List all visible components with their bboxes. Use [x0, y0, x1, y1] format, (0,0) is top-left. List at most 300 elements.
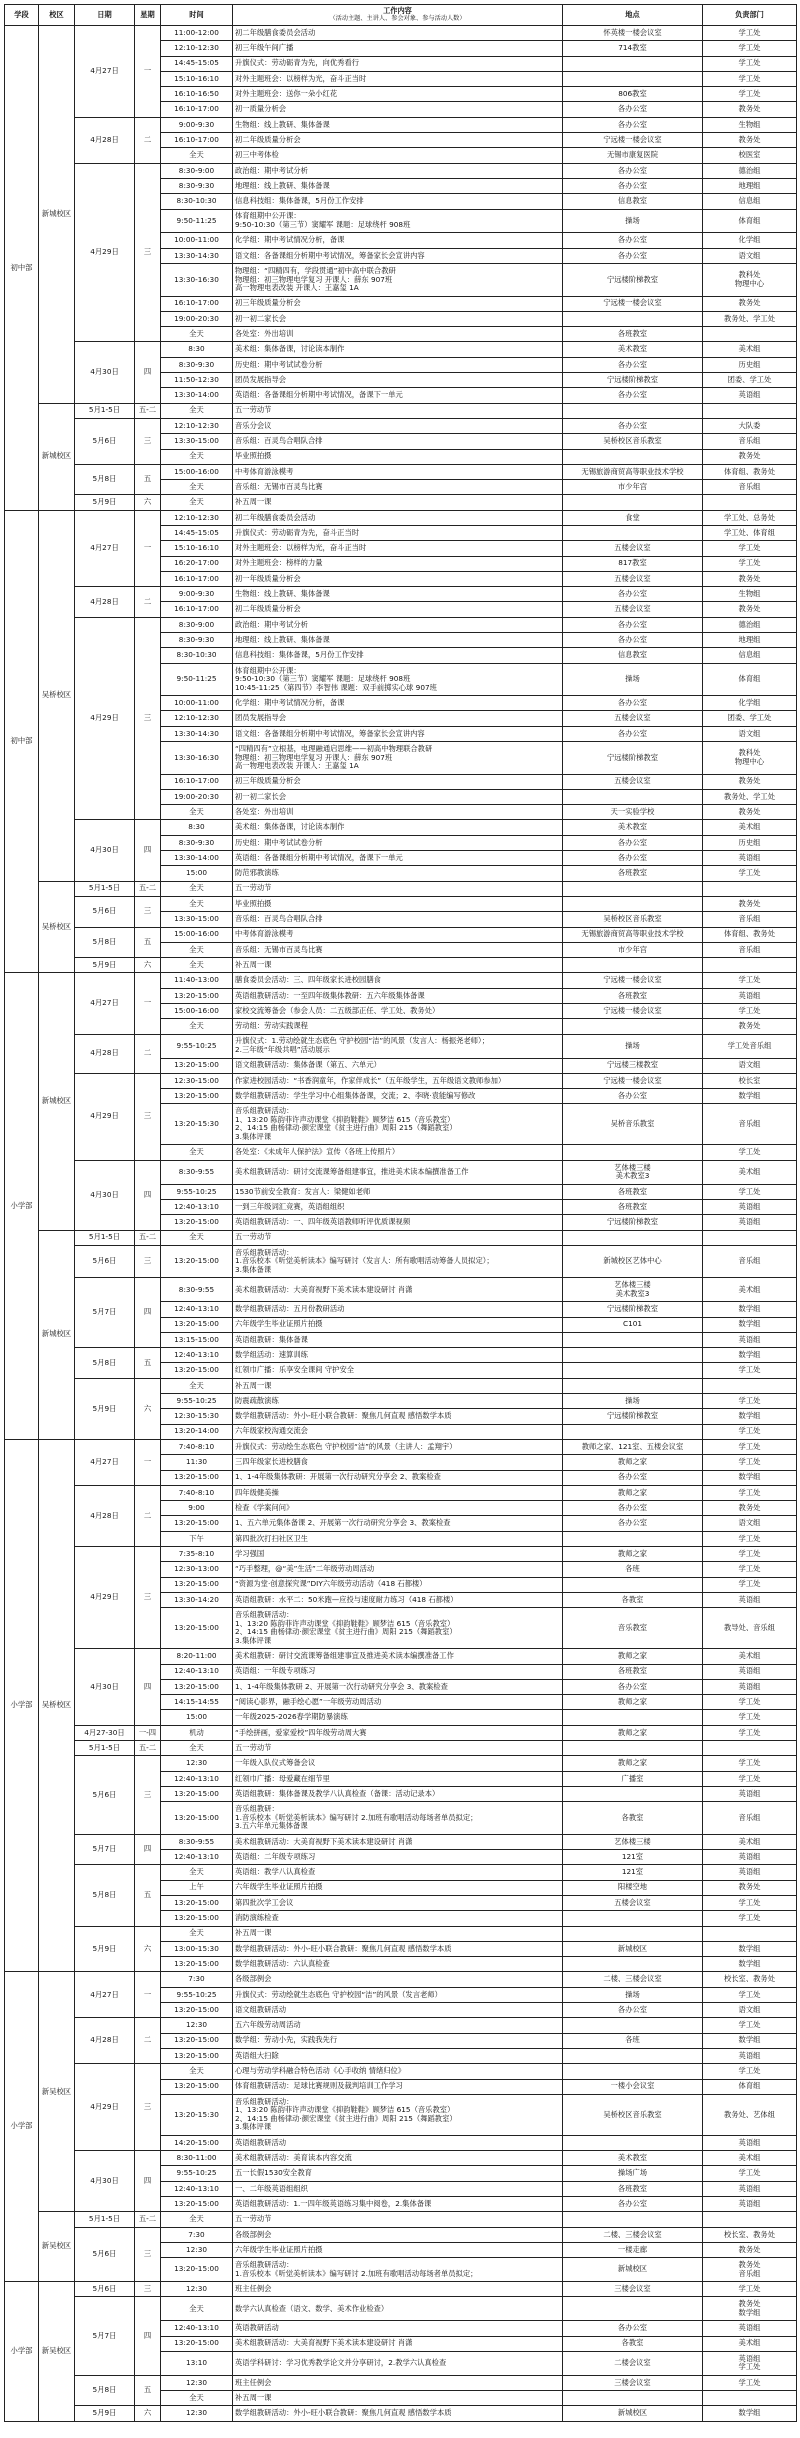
content-cell: 英语组教研活动：一至四年级集体教研：五六年级集体备课	[233, 988, 563, 1003]
weekday-cell: 三	[135, 2227, 161, 2281]
time-cell: 7:35-8:10	[161, 1547, 233, 1562]
time-cell: 13:20-15:00	[161, 1245, 233, 1278]
place-cell	[563, 1019, 703, 1034]
time-cell: 12:10-12:30	[161, 41, 233, 56]
content-cell: 英语组：二年级专项练习	[233, 1850, 563, 1865]
place-cell: 各办公室	[563, 617, 703, 632]
weekday-cell: 二	[135, 587, 161, 618]
table-row	[5, 2375, 797, 2390]
content-cell: 地理组：线上教研、集体备课	[233, 633, 563, 648]
content-cell: 一年级2025-2026春学期防暴演练	[233, 1710, 563, 1725]
time-cell: 全天	[161, 1230, 233, 1245]
table-row	[5, 2282, 797, 2297]
time-cell: 9:55-10:25	[161, 1184, 233, 1199]
place-cell	[563, 2018, 703, 2033]
time-cell: 12:30	[161, 2406, 233, 2421]
time-cell: 12:40-13:10	[161, 1302, 233, 1317]
date-cell: 4月29日	[75, 163, 135, 342]
time-cell: 13:20-15:00	[161, 1516, 233, 1531]
place-cell: C101	[563, 1317, 703, 1332]
time-cell: 全天	[161, 403, 233, 418]
time-cell: 9:55-10:25	[161, 1034, 233, 1058]
content-cell: 英语学科研讨：学习优秀教学论文并分享研讨，2.教学六认真检查	[233, 2351, 563, 2375]
owner-cell: 学工处	[703, 1531, 797, 1546]
table-row	[5, 587, 797, 602]
content-cell: 音乐分会议	[233, 418, 563, 433]
owner-cell: 英语组	[703, 2321, 797, 2336]
place-cell: 三楼会议室	[563, 2375, 703, 2390]
owner-cell: 教务处	[703, 296, 797, 311]
place-cell	[563, 2135, 703, 2150]
place-cell: 二楼会议室	[563, 2351, 703, 2375]
owner-cell: 学工处	[703, 866, 797, 881]
header-date: 日期	[75, 5, 135, 26]
date-cell: 4月27日	[75, 973, 135, 1034]
table-row	[5, 1378, 797, 1393]
owner-cell: 学工处	[703, 1911, 797, 1926]
dept-cell: 小学部	[5, 973, 39, 1440]
table-row	[5, 1756, 797, 1771]
time-cell: 8:30-9:30	[161, 835, 233, 850]
place-cell: 教师之家	[563, 1695, 703, 1710]
owner-cell: 学工处	[703, 1547, 797, 1562]
owner-cell: 学工处	[703, 1725, 797, 1740]
place-cell: 艺体楼三楼 美术教室3	[563, 1160, 703, 1184]
time-cell: 全天	[161, 148, 233, 163]
campus-cell: 吴桥校区	[39, 510, 75, 881]
place-cell: 五楼会议室	[563, 774, 703, 789]
time-cell: 全天	[161, 1145, 233, 1160]
time-cell: 9:55-10:25	[161, 1987, 233, 2002]
time-cell: 11:40-13:00	[161, 973, 233, 988]
place-cell: 宁远楼阶梯教室	[563, 373, 703, 388]
owner-cell: 数学组	[703, 1317, 797, 1332]
place-cell: 五楼会议室	[563, 1895, 703, 1910]
time-cell: 13:20-15:00	[161, 2048, 233, 2063]
content-cell: 英语组教研活动：1.一四年级英语练习集中阅卷，2.集体备课	[233, 2197, 563, 2212]
table-row	[5, 958, 797, 973]
date-cell: 5月1-5日	[75, 1230, 135, 1245]
owner-cell	[703, 495, 797, 510]
owner-cell: 团委、学工处	[703, 373, 797, 388]
place-cell: 五楼会议室	[563, 602, 703, 617]
place-cell	[563, 1957, 703, 1972]
owner-cell: 学工处	[703, 2064, 797, 2079]
place-cell: 各办公室	[563, 851, 703, 866]
content-cell: 中考体育游泳模考	[233, 927, 563, 942]
content-cell: 膳食委员会活动：三、四年级家长进校园膳食	[233, 973, 563, 988]
content-cell: 劳动组：劳动实践课程	[233, 1019, 563, 1034]
time-cell: 8:30-10:30	[161, 648, 233, 663]
content-cell: “巧手整理，@“美”生活”二年级劳动周活动	[233, 1562, 563, 1577]
content-cell: 1、1-4年级集体教研：开展第一次行动研究分享会 2、教案检查	[233, 1470, 563, 1485]
weekday-cell: 四	[135, 1649, 161, 1725]
time-cell: 9:50-11:25	[161, 663, 233, 696]
table-row	[5, 464, 797, 479]
place-cell: 121室	[563, 1850, 703, 1865]
place-cell: 宁远楼一楼会议室	[563, 973, 703, 988]
table-row	[5, 1834, 797, 1849]
time-cell: 8:30-9:30	[161, 178, 233, 193]
owner-cell: 教务处	[703, 102, 797, 117]
content-cell: 初二年级质量分析会	[233, 133, 563, 148]
table-row	[5, 1926, 797, 1941]
place-cell: 信息教室	[563, 194, 703, 209]
owner-cell: 教务处 音乐组	[703, 2258, 797, 2282]
place-cell	[563, 526, 703, 541]
weekday-cell: 二	[135, 1034, 161, 1073]
place-cell: 各教室	[563, 1802, 703, 1835]
place-cell: 各班教室	[563, 327, 703, 342]
time-cell: 16:10-17:00	[161, 774, 233, 789]
time-cell: 12:10-12:30	[161, 711, 233, 726]
table-row	[5, 2018, 797, 2033]
place-cell: 操场	[563, 1987, 703, 2002]
owner-cell: 英语组	[703, 1786, 797, 1801]
place-cell: 三楼会议室	[563, 2282, 703, 2297]
place-cell: 市少年宫	[563, 942, 703, 957]
place-cell: 新城校区	[563, 2258, 703, 2282]
content-cell: 音乐组教研活动： 1.音乐校本《听觉美析读本》编写研讨 2.加班有歌唱活动每场者单员拟定；	[233, 2258, 563, 2282]
time-cell: 全天	[161, 2212, 233, 2227]
owner-cell: 英语组	[703, 2197, 797, 2212]
owner-cell: 英语组	[703, 2048, 797, 2063]
place-cell	[563, 2212, 703, 2227]
time-cell: 15:00-16:00	[161, 464, 233, 479]
weekday-cell: 四	[135, 1278, 161, 1348]
owner-cell: 英语组	[703, 1199, 797, 1214]
time-cell: 全天	[161, 1741, 233, 1756]
place-cell: 各班	[563, 1562, 703, 1577]
place-cell: 各办公室	[563, 1501, 703, 1516]
owner-cell: 教务处	[703, 1501, 797, 1516]
owner-cell	[703, 1378, 797, 1393]
time-cell: 13:20-15:00	[161, 2079, 233, 2094]
content-cell: 初二年级膳食委员会活动	[233, 510, 563, 525]
time-cell: 16:10-16:50	[161, 87, 233, 102]
time-cell: 13:20-15:00	[161, 2003, 233, 2018]
place-cell: 宁远楼阶梯教室	[563, 1302, 703, 1317]
table-row	[5, 1649, 797, 1664]
table-row	[5, 1547, 797, 1562]
table-row	[5, 117, 797, 132]
time-cell: 12:30	[161, 2282, 233, 2297]
place-cell: 广播室	[563, 1771, 703, 1786]
weekday-cell: 一	[135, 1972, 161, 2018]
owner-cell: 学工处	[703, 2375, 797, 2390]
owner-cell: 语文组	[703, 726, 797, 741]
owner-cell: 学工处	[703, 1695, 797, 1710]
content-cell: 音乐组教研活动： 1、13:20 陈韵菲许声动课堂《抑韵鞋鞋》顾梦洁 615（音乐教室） 2、14:15 曲杨律动·颜宏课堂《贫主进行曲》周阳 215（舞蹈教室） 3.集体评课	[233, 2094, 563, 2135]
weekday-cell: 五	[135, 2375, 161, 2406]
content-cell: 英语组：一年级专项练习	[233, 1664, 563, 1679]
content-cell: 数学组：劳动小先，实践我先行	[233, 2033, 563, 2048]
time-cell: 10:00-11:00	[161, 233, 233, 248]
place-cell: 怀英楼一楼会议室	[563, 26, 703, 41]
content-cell: 语文组教研活动：集体备课（第五、六单元）	[233, 1058, 563, 1073]
date-cell: 4月29日	[75, 2064, 135, 2151]
owner-cell: 德治组	[703, 617, 797, 632]
owner-cell: 美术组	[703, 1160, 797, 1184]
content-cell: 语文组教研活动	[233, 2003, 563, 2018]
place-cell	[563, 958, 703, 973]
header-dept: 学段	[5, 5, 39, 26]
content-cell: 美术组教研：研讨交流课筹备组建事宜及推进美术读本编撰准备工作	[233, 1649, 563, 1664]
weekday-cell: 三	[135, 1245, 161, 1278]
place-cell: 吴桥校区音乐教室	[563, 912, 703, 927]
owner-cell: 学工处	[703, 541, 797, 556]
content-cell: “资源为堂·创意探究课”DIY六年级劳动活动（418 石都楼）	[233, 1577, 563, 1592]
table-row	[5, 403, 797, 418]
owner-cell: 生物组	[703, 117, 797, 132]
time-cell: 15:00	[161, 866, 233, 881]
content-cell: 一年级入队仪式筹备会议	[233, 1756, 563, 1771]
owner-cell	[703, 327, 797, 342]
owner-cell: 美术组	[703, 1834, 797, 1849]
time-cell: 13:20-15:00	[161, 1608, 233, 1649]
content-cell: “阅读心影界，融手绘心愿”一年级劳动周活动	[233, 1695, 563, 1710]
owner-cell: 英语组	[703, 1592, 797, 1607]
date-cell: 5月8日	[75, 1348, 135, 1379]
content-cell: 音乐组：百灵鸟合唱队合排	[233, 912, 563, 927]
time-cell: 13:20-15:00	[161, 1215, 233, 1230]
campus-cell: 吴桥校区	[39, 1439, 75, 1972]
place-cell: 新城校区	[563, 2406, 703, 2421]
place-cell	[563, 1741, 703, 1756]
time-cell: 上午	[161, 1880, 233, 1895]
time-cell: 12:40-13:10	[161, 2181, 233, 2196]
place-cell: 天一实验学校	[563, 805, 703, 820]
content-cell: 三四年级家长进校膳食	[233, 1455, 563, 1470]
table-row	[5, 973, 797, 988]
content-cell: 美术组教研活动：美育读本内容交流	[233, 2151, 563, 2166]
time-cell: 13:20-15:00	[161, 1802, 233, 1835]
place-cell	[563, 1577, 703, 1592]
place-cell: 信息教室	[563, 648, 703, 663]
content-cell: 英语组教研：水平二：50米跑—应投与速度耐力练习（418 石都楼）	[233, 1592, 563, 1607]
content-cell: 1、五六单元集体备课 2、开展第一次行动研究分享会 3、教案检查	[233, 1516, 563, 1531]
content-cell: 英语组教研：集体备课	[233, 1332, 563, 1347]
time-cell: 15:10-16:10	[161, 71, 233, 86]
content-cell: 体育组教研活动：足球比赛规则及裁判培训工作学习	[233, 2079, 563, 2094]
time-cell: 15:00	[161, 1710, 233, 1725]
content-cell: 四年级健美操	[233, 1485, 563, 1500]
place-cell	[563, 71, 703, 86]
owner-cell: 教务处	[703, 571, 797, 586]
time-cell: 13:20-15:30	[161, 2094, 233, 2135]
content-cell: 防震疏散演练	[233, 1394, 563, 1409]
campus-cell: 新吴校区	[39, 1972, 75, 2212]
owner-cell: 教务处、学工处	[703, 311, 797, 326]
place-cell: 各办公室	[563, 178, 703, 193]
date-cell: 5月7日	[75, 2297, 135, 2375]
place-cell: 宁远楼阶梯教室	[563, 1409, 703, 1424]
content-cell: 初三中考体检	[233, 148, 563, 163]
weekly-schedule-table	[4, 4, 797, 2422]
time-cell: 12:40-13:10	[161, 1850, 233, 1865]
owner-cell: 美术组	[703, 1278, 797, 1302]
place-cell: 阳楼空地	[563, 1880, 703, 1895]
date-cell: 5月7日	[75, 1278, 135, 1348]
content-cell: 补五周一课	[233, 495, 563, 510]
time-cell: 13:30-14:30	[161, 248, 233, 263]
table-row	[5, 2151, 797, 2166]
content-cell: 英语组：教学八认真检查	[233, 1865, 563, 1880]
place-cell	[563, 1911, 703, 1926]
time-cell: 8:30-11:00	[161, 2151, 233, 2166]
time-cell: 16:10-17:00	[161, 602, 233, 617]
content-cell: 五一劳动节	[233, 403, 563, 418]
content-cell: 各处室：《未成年人保护法》宣传（各班上传照片）	[233, 1145, 563, 1160]
time-cell: 全天	[161, 805, 233, 820]
time-cell: 13:30-14:00	[161, 851, 233, 866]
weekday-cell: 三	[135, 1547, 161, 1649]
owner-cell: 教务处	[703, 896, 797, 911]
time-cell: 13:20-14:00	[161, 1424, 233, 1439]
content-cell: 一到三年级词汇竞赛，英语组组织	[233, 1199, 563, 1214]
owner-cell: 音乐组	[703, 1802, 797, 1835]
table-row	[5, 927, 797, 942]
time-cell: 16:20-17:00	[161, 556, 233, 571]
owner-cell: 校长室、教务处	[703, 1972, 797, 1987]
time-cell: 8:30-9:55	[161, 1160, 233, 1184]
owner-cell: 学工处	[703, 1987, 797, 2002]
place-cell: 各办公室	[563, 1516, 703, 1531]
time-cell: 14:15-14:55	[161, 1695, 233, 1710]
time-cell: 全天	[161, 480, 233, 495]
owner-cell: 美术组	[703, 2336, 797, 2351]
owner-cell: 学工处	[703, 1577, 797, 1592]
table-row	[5, 617, 797, 632]
place-cell: 一楼走廊	[563, 2242, 703, 2257]
time-cell: 13:20-15:00	[161, 2258, 233, 2282]
place-cell: 各班教室	[563, 866, 703, 881]
time-cell: 13:30-14:00	[161, 388, 233, 403]
date-cell: 5月6日	[75, 1756, 135, 1834]
place-cell: 美术教室	[563, 820, 703, 835]
time-cell: 15:00-16:00	[161, 1004, 233, 1019]
weekday-cell: 五-二	[135, 1230, 161, 1245]
time-cell: 8:30-9:30	[161, 357, 233, 372]
owner-cell: 数学组	[703, 1089, 797, 1104]
owner-cell: 英语组	[703, 1215, 797, 1230]
place-cell: 各办公室	[563, 163, 703, 178]
content-cell: 团员发展指导会	[233, 373, 563, 388]
owner-cell	[703, 2391, 797, 2406]
place-cell	[563, 1348, 703, 1363]
owner-cell: 语文组	[703, 1058, 797, 1073]
place-cell: 操场	[563, 1034, 703, 1058]
time-cell: 7:30	[161, 1972, 233, 1987]
place-cell: 宁远楼一楼会议室	[563, 1073, 703, 1088]
place-cell: 各办公室	[563, 726, 703, 741]
owner-cell: 英语组	[703, 2181, 797, 2196]
content-cell: 数学组活动：速算训练	[233, 1348, 563, 1363]
place-cell: 各办公室	[563, 633, 703, 648]
time-cell: 13:20-15:00	[161, 1577, 233, 1592]
content-cell: 音乐组教研活动： 1、13:20 陈韵菲许声动课堂《抑韵鞋鞋》顾梦洁 615（音乐教室） 2、14:15 曲杨律动·颜宏课堂《贫主进行曲》周阳 215（舞蹈教室） 3.集体评课	[233, 1104, 563, 1145]
owner-cell: 教务处	[703, 602, 797, 617]
weekday-cell: 六	[135, 2406, 161, 2421]
time-cell: 全天	[161, 881, 233, 896]
time-cell: 8:20-11:00	[161, 1649, 233, 1664]
table-row	[5, 1741, 797, 1756]
time-cell: 13:30-16:30	[161, 742, 233, 775]
place-cell	[563, 56, 703, 71]
place-cell	[563, 881, 703, 896]
owner-cell: 音乐组	[703, 1245, 797, 1278]
content-cell: 初三年级质量分析会	[233, 774, 563, 789]
dept-cell: 初中部	[5, 26, 39, 511]
place-cell: 操场	[563, 663, 703, 696]
place-cell: 无锡市康复医院	[563, 148, 703, 163]
place-cell	[563, 1926, 703, 1941]
date-cell: 5月9日	[75, 958, 135, 973]
content-cell: 初一初二家长会	[233, 789, 563, 804]
content-cell: 生物组：线上教研、集体备课	[233, 587, 563, 602]
owner-cell: 学工处音乐组	[703, 1034, 797, 1058]
place-cell: 各办公室	[563, 2197, 703, 2212]
content-cell: 英语组大扫除	[233, 2048, 563, 2063]
owner-cell: 美术组	[703, 820, 797, 835]
date-cell: 4月29日	[75, 1547, 135, 1649]
time-cell: 全天	[161, 449, 233, 464]
content-cell: 音乐组教研活动： 1、13:20 陈韵菲许声动课堂《抑韵鞋鞋》顾梦洁 615（音乐教室） 2、14:15 曲杨律动·颜宏课堂《贫主进行曲》周阳 215（舞蹈教室） 3.集体评课	[233, 1608, 563, 1649]
owner-cell: 美术组	[703, 1649, 797, 1664]
owner-cell: 化学组	[703, 696, 797, 711]
time-cell: 13:30-15:00	[161, 912, 233, 927]
owner-cell	[703, 1230, 797, 1245]
content-cell: 语文组：各备课组分析期中考试情况，筹备家长会宣讲内容	[233, 248, 563, 263]
time-cell: 16:10-17:00	[161, 133, 233, 148]
table-row	[5, 342, 797, 357]
place-cell: 五楼会议室	[563, 571, 703, 586]
date-cell: 4月28日	[75, 587, 135, 618]
content-cell: 五一劳动节	[233, 1230, 563, 1245]
content-cell: “四精四有”立根基，电理融通启思维——初高中物理联合教研 物理组：初三物理电学复习 开课人：薛东 907班 高一物理电表改装 开课人：王嘉玺 1A	[233, 742, 563, 775]
content-cell: 数学组教研活动：外小-旺小联合教研：聚焦几何直观 感悟数学本质	[233, 2406, 563, 2421]
date-cell: 4月28日	[75, 1034, 135, 1073]
weekday-cell: 三	[135, 896, 161, 927]
content-cell: 补五周一课	[233, 2391, 563, 2406]
time-cell: 8:30	[161, 820, 233, 835]
time-cell: 8:30-9:00	[161, 163, 233, 178]
content-cell: 毕业照拍摄	[233, 449, 563, 464]
table-row	[5, 1160, 797, 1184]
place-cell: 各班	[563, 2033, 703, 2048]
time-cell: 14:45-15:05	[161, 56, 233, 71]
dept-cell: 小学部	[5, 2282, 39, 2422]
weekday-cell: 四	[135, 342, 161, 403]
owner-cell: 学工处	[703, 2282, 797, 2297]
content-cell: 音乐组：百灵鸟合唱队合排	[233, 434, 563, 449]
time-cell: 7:40-8:10	[161, 1485, 233, 1500]
owner-cell: 语文组	[703, 248, 797, 263]
time-cell: 12:30-15:30	[161, 1409, 233, 1424]
owner-cell: 学工处	[703, 556, 797, 571]
place-cell: 121室	[563, 1865, 703, 1880]
time-cell: 13:10	[161, 2351, 233, 2375]
header-place: 地点	[563, 5, 703, 26]
place-cell	[563, 2297, 703, 2321]
place-cell	[563, 1424, 703, 1439]
time-cell: 13:30-14:20	[161, 1592, 233, 1607]
place-cell: 教师之家	[563, 1649, 703, 1664]
place-cell: 各办公室	[563, 587, 703, 602]
owner-cell: 英语组	[703, 1679, 797, 1694]
owner-cell: 大队委	[703, 418, 797, 433]
content-cell: 历史组：期中考试试卷分析	[233, 357, 563, 372]
